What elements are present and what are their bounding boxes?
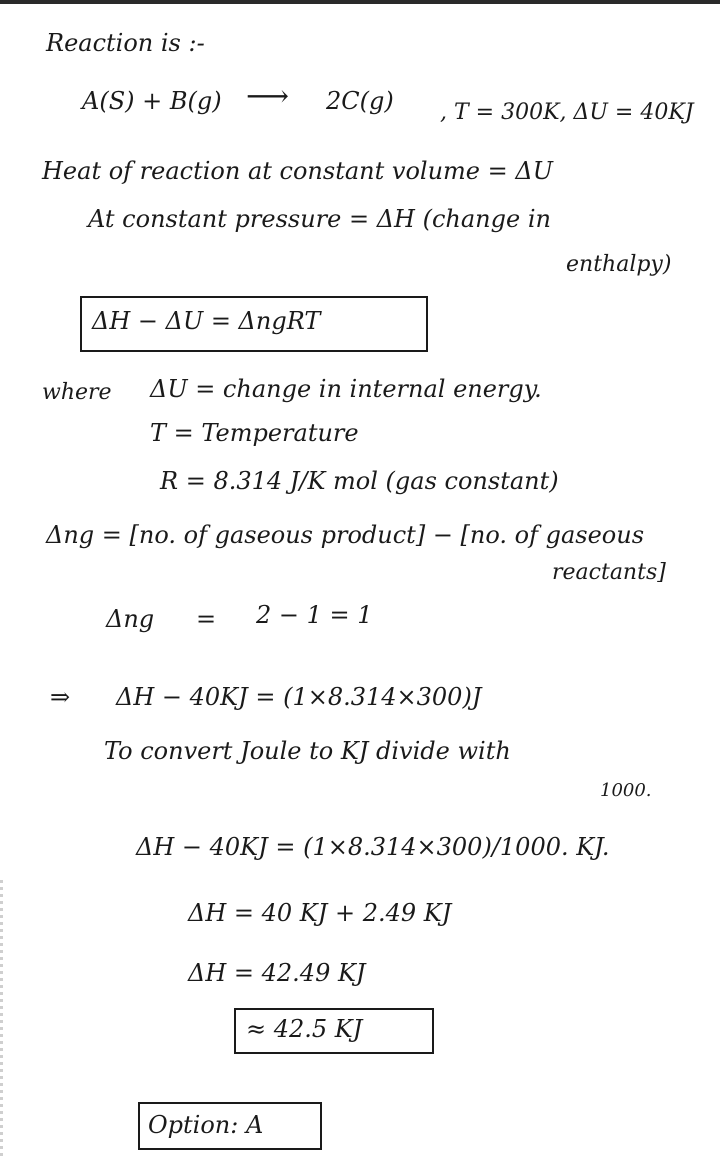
delta-ng-definition: Δng = [no. of gaseous product] − [no. of gaseous: [46, 521, 645, 549]
top-border: [0, 0, 720, 4]
delta-h-result: ΔH = 42.49 KJ: [188, 959, 366, 987]
left-edge-marks: [0, 880, 3, 1160]
def-delta-u: ΔU = change in internal energy.: [150, 375, 542, 403]
main-formula: ΔH − ΔU = ΔngRT: [92, 307, 321, 335]
reaction-products: 2C(g): [326, 87, 394, 115]
enthalpy-continuation: enthalpy): [566, 252, 672, 277]
rounded-answer: ≈ 42.5 KJ: [246, 1015, 363, 1043]
reaction-conditions: , T = 300K, ΔU = 40KJ: [440, 100, 694, 125]
delta-ng-continuation: reactants]: [552, 560, 666, 585]
delta-ng-value: 2 − 1 = 1: [256, 601, 373, 629]
delta-h-joule-equation: ΔH − 40KJ = (1×8.314×300)J: [116, 683, 482, 711]
implies-arrow: ⇒: [50, 683, 71, 711]
constant-pressure-line: At constant pressure = ΔH (change in: [88, 205, 551, 233]
constant-volume-line: Heat of reaction at constant volume = ΔU: [42, 157, 553, 185]
delta-h-kj-equation: ΔH − 40KJ = (1×8.314×300)/1000. KJ.: [136, 833, 610, 861]
delta-h-sum: ΔH = 40 KJ + 2.49 KJ: [188, 899, 452, 927]
where-label: where: [42, 380, 112, 405]
heading-reaction: Reaction is :-: [46, 29, 205, 57]
delta-ng-equals: =: [196, 605, 217, 633]
def-temperature: T = Temperature: [150, 419, 359, 447]
reaction-reactants: A(S) + B(g): [82, 87, 222, 115]
option-answer: Option: A: [148, 1111, 264, 1139]
reaction-arrow: ⟶: [246, 79, 290, 114]
conversion-note: To convert Joule to KJ divide with: [104, 737, 511, 765]
delta-ng-label: Δng: [106, 605, 155, 633]
conversion-divisor: 1000.: [600, 780, 652, 801]
def-gas-constant: R = 8.314 J/K mol (gas constant): [160, 467, 559, 495]
